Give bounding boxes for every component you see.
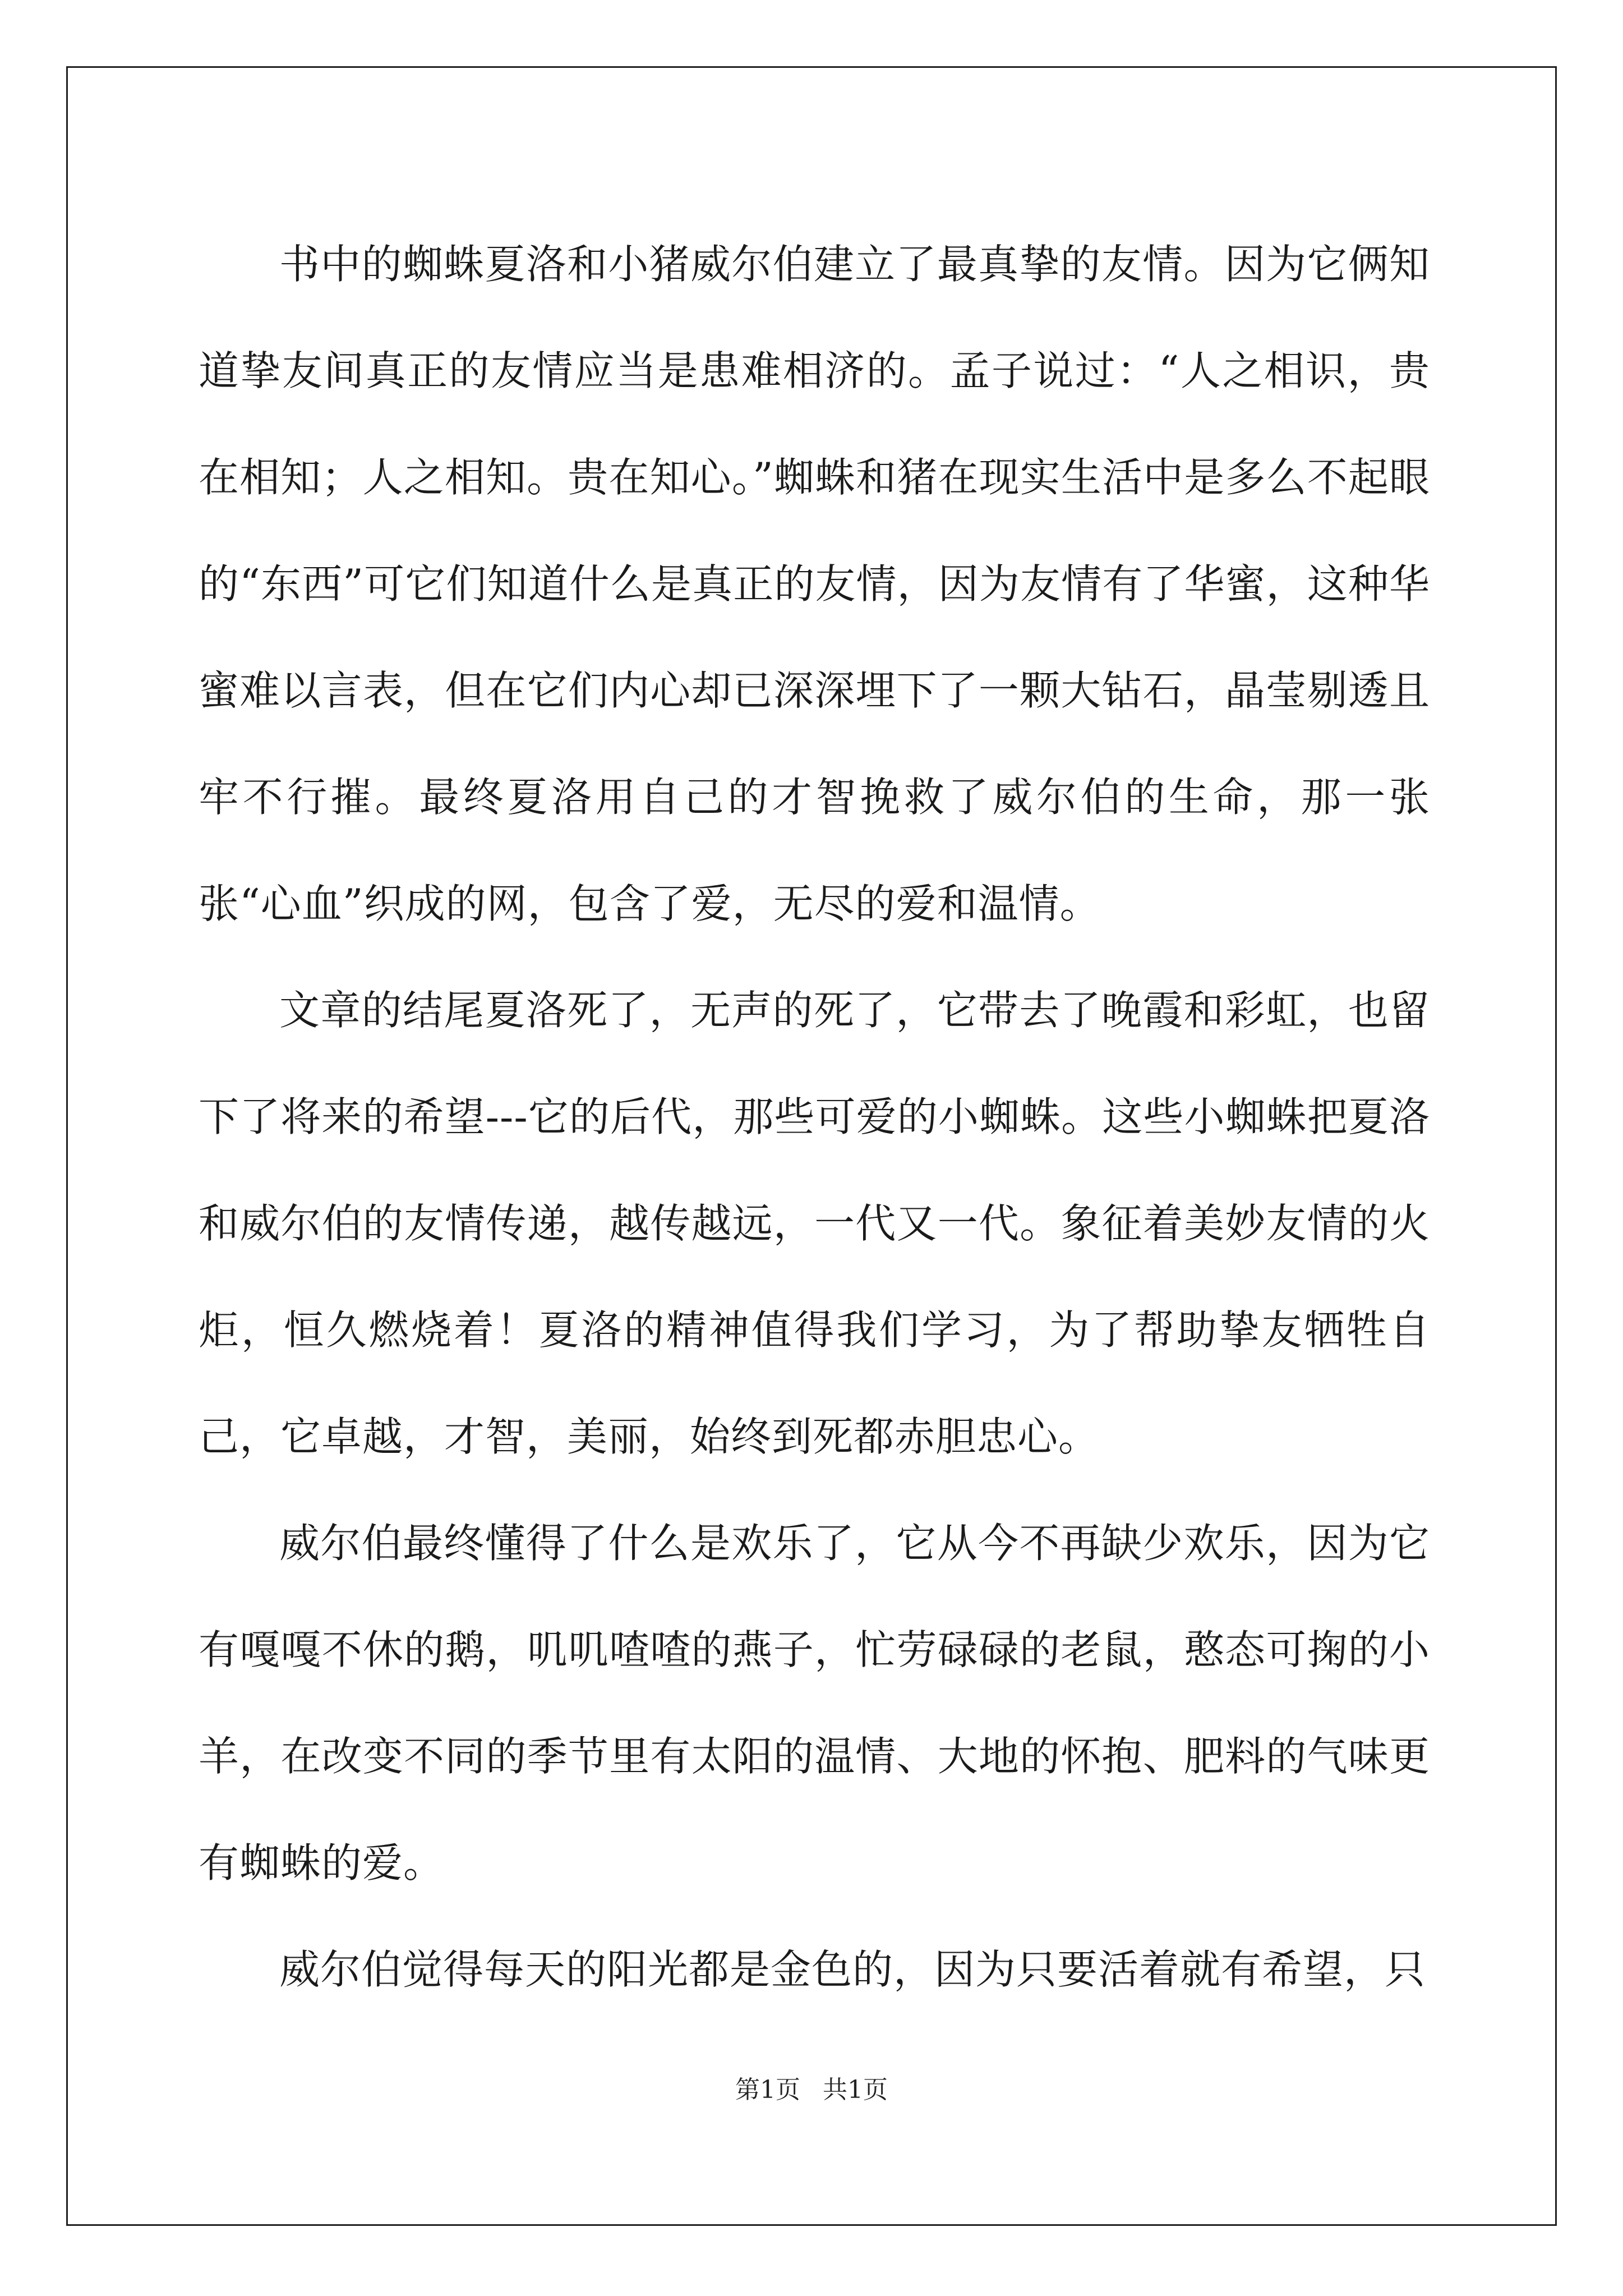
paragraph-2: 文章的结尾夏洛死了，无声的死了，它带去了晚霞和彩虹，也留下了将来的希望---它的后代，那些可爱的小蜘蛛。这些小蜘蛛把夏洛和威尔伯的友情传递，越传越远，一代又一代。象征着美妙友情的火炬，恒久燃烧着！夏洛的精神值得我们学习，为了帮助挚友牺牲自己，它卓越，才智，美丽，始终到死都赤胆忠心。 (199, 987, 1430, 1460)
page-number: 第1页 (735, 2076, 800, 2104)
paragraph-3: 威尔伯最终懂得了什么是欢乐了，它从今不再缺少欢乐，因为它有嘎嘎不休的鹅，叽叽喳喳的燕子，忙劳碌碌的老鼠，憨态可掬的小羊，在改变不同的季节里有太阳的温情、大地的怀抱、肥料的气味更有蜘蛛的爱。 (199, 1520, 1430, 1887)
paragraph-1: 书中的蜘蛛夏洛和小猪威尔伯建立了最真挚的友情。因为它俩知道挚友间真正的友情应当是患难相济的。孟子说过：“人之相识，贵在相知；人之相知。贵在知心。”蜘蛛和猪在现实生活中是多么不起眼的“东西”可它们知道什么是真正的友情，因为友情有了华蜜，这种华蜜难以言表，但在它们内心却已深深埋下了一颗大钻石，晶莹剔透且牢不行摧。最终夏洛用自己的才智挽救了威尔伯的生命，那一张张“心血”织成的网，包含了爱，无尽的爱和温情。 (199, 241, 1430, 927)
page-total: 共1页 (823, 2076, 888, 2104)
document-body (199, 211, 1430, 2023)
page-footer (0, 2073, 1623, 2107)
paragraph-4: 威尔伯觉得每天的阳光都是金色的，因为只要活着就有希望，只 (279, 1946, 1426, 1993)
